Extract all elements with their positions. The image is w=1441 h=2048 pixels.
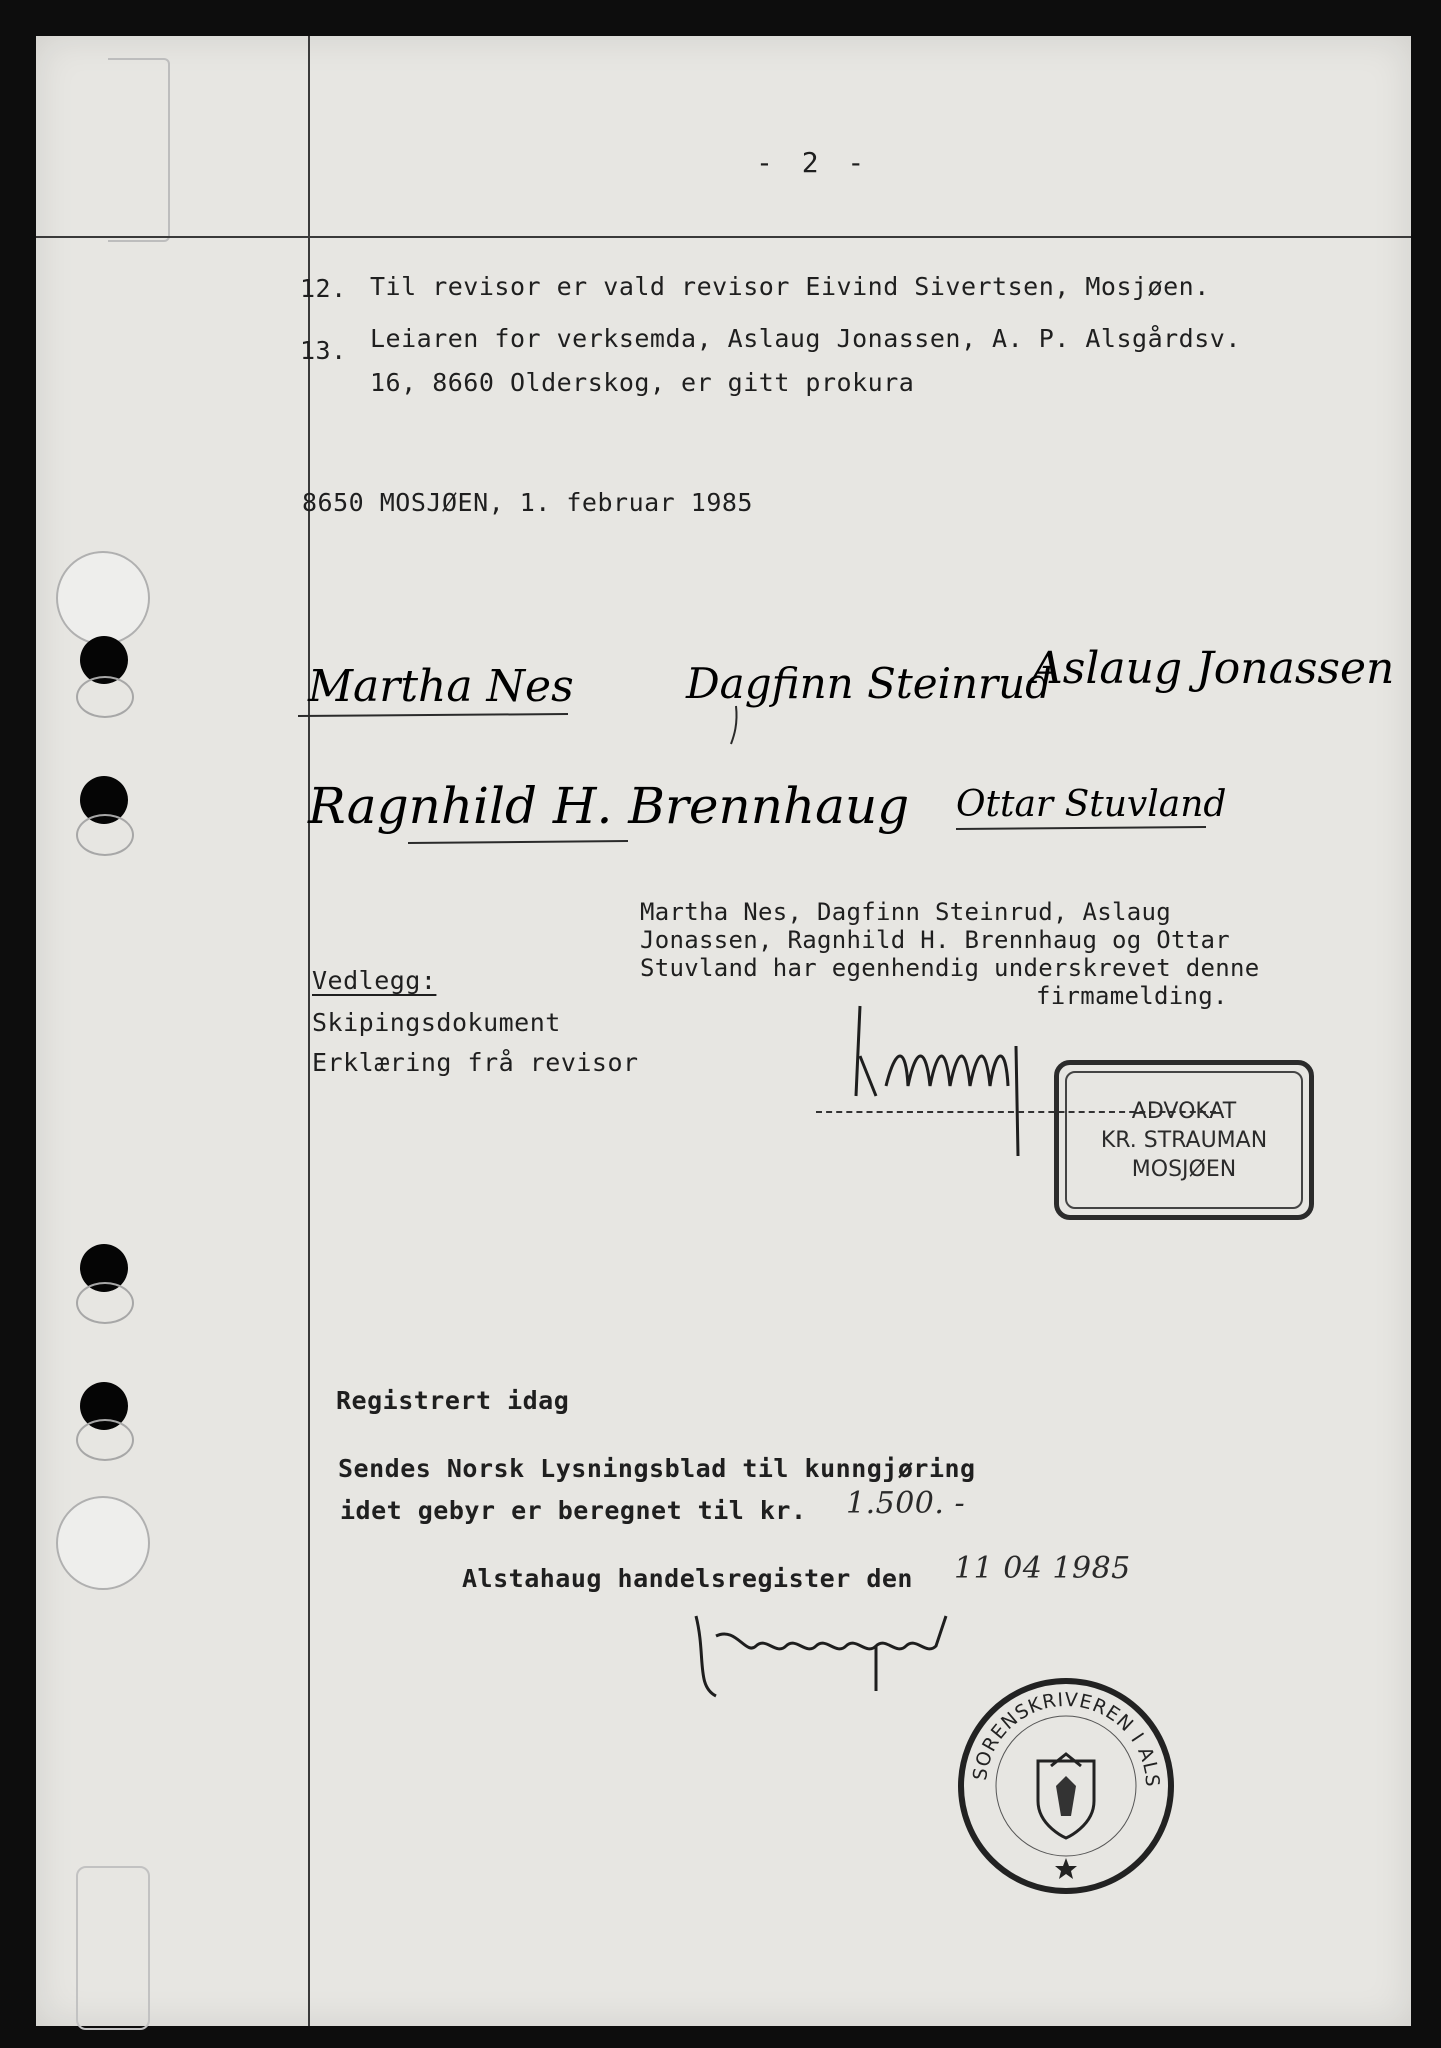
signature-text: Martha Nes (308, 661, 574, 712)
item-text: Til revisor er vald revisor Eivind Sivertsen, Mosjøen. (370, 272, 1210, 301)
signature (676, 636, 1053, 746)
attestation-line: Stuvland har egenhendig underskrevet denne (640, 954, 1260, 982)
fee-handwritten: 1.500. - (846, 1486, 966, 1521)
lawyer-stamp (1054, 1060, 1314, 1220)
stamp-line: ADVOKAT (1131, 1098, 1237, 1124)
signature-text: Aslaug Jonassen (1031, 643, 1395, 694)
registration-line: idet gebyr er beregnet til kr. (340, 1496, 807, 1525)
registration-line: Sendes Norsk Lysningsblad til kunngjøring (338, 1454, 976, 1483)
signature-text: Dagfinn Steinrud (686, 659, 1053, 708)
document-page (36, 36, 1411, 2026)
place-date: 8650 MOSJØEN, 1. februar 1985 (302, 488, 753, 517)
folder-tab (108, 58, 170, 242)
signature (298, 646, 608, 726)
attachments-heading: Vedlegg: (312, 966, 437, 995)
punch-hole-outline (76, 1282, 134, 1324)
signature (946, 771, 1266, 841)
item-text: Leiaren for verksemda, Aslaug Jonassen, A. P. Alsgårdsv. (370, 324, 1241, 353)
lawyer-signature (846, 986, 1066, 1166)
punch-hole-outline (76, 814, 134, 856)
folder-tab-bottom (76, 1866, 150, 2030)
signature-text: Ottar Stuvland (956, 784, 1227, 825)
signature (298, 761, 910, 881)
seal-text: SORENSKRIVEREN I ALS (969, 1688, 1164, 1789)
stamp-line: MOSJØEN (1131, 1156, 1237, 1182)
item-number: 13. (300, 336, 347, 365)
svg-text:SORENSKRIVEREN I ALSTAHAUG (956, 1676, 1163, 1788)
registration-line: Alstahaug handelsregister den (462, 1564, 913, 1593)
stamp-line: KR. STRAUMAN (1100, 1127, 1268, 1153)
signature (1021, 621, 1411, 711)
attachment-item: Erklæring frå revisor (312, 1048, 639, 1077)
margin-rule (308, 36, 310, 2026)
signature-text: Ragnhild H. Brennhaug (308, 777, 910, 835)
item-text-continuation: 16, 8660 Olderskog, er gitt prokura (370, 368, 915, 397)
page-number: - 2 - (756, 146, 871, 179)
punch-hole-outline (76, 1419, 134, 1461)
attachment-item: Skipingsdokument (312, 1008, 561, 1037)
attestation-line: Jonassen, Ragnhild H. Brennhaug og Ottar (640, 926, 1230, 954)
court-seal (956, 1676, 1176, 1896)
date-handwritten: 11 04 1985 (954, 1551, 1131, 1586)
punch-hole-ring (56, 1496, 150, 1590)
header-rule (36, 236, 1411, 238)
item-number: 12. (300, 274, 347, 303)
attestation-line: firmamelding. (1036, 982, 1228, 1010)
registration-line: Registrert idag (336, 1386, 570, 1415)
punch-hole-ring (56, 551, 150, 645)
attestation-line: Martha Nes, Dagfinn Steinrud, Aslaug (640, 898, 1171, 926)
punch-hole-outline (76, 676, 134, 718)
